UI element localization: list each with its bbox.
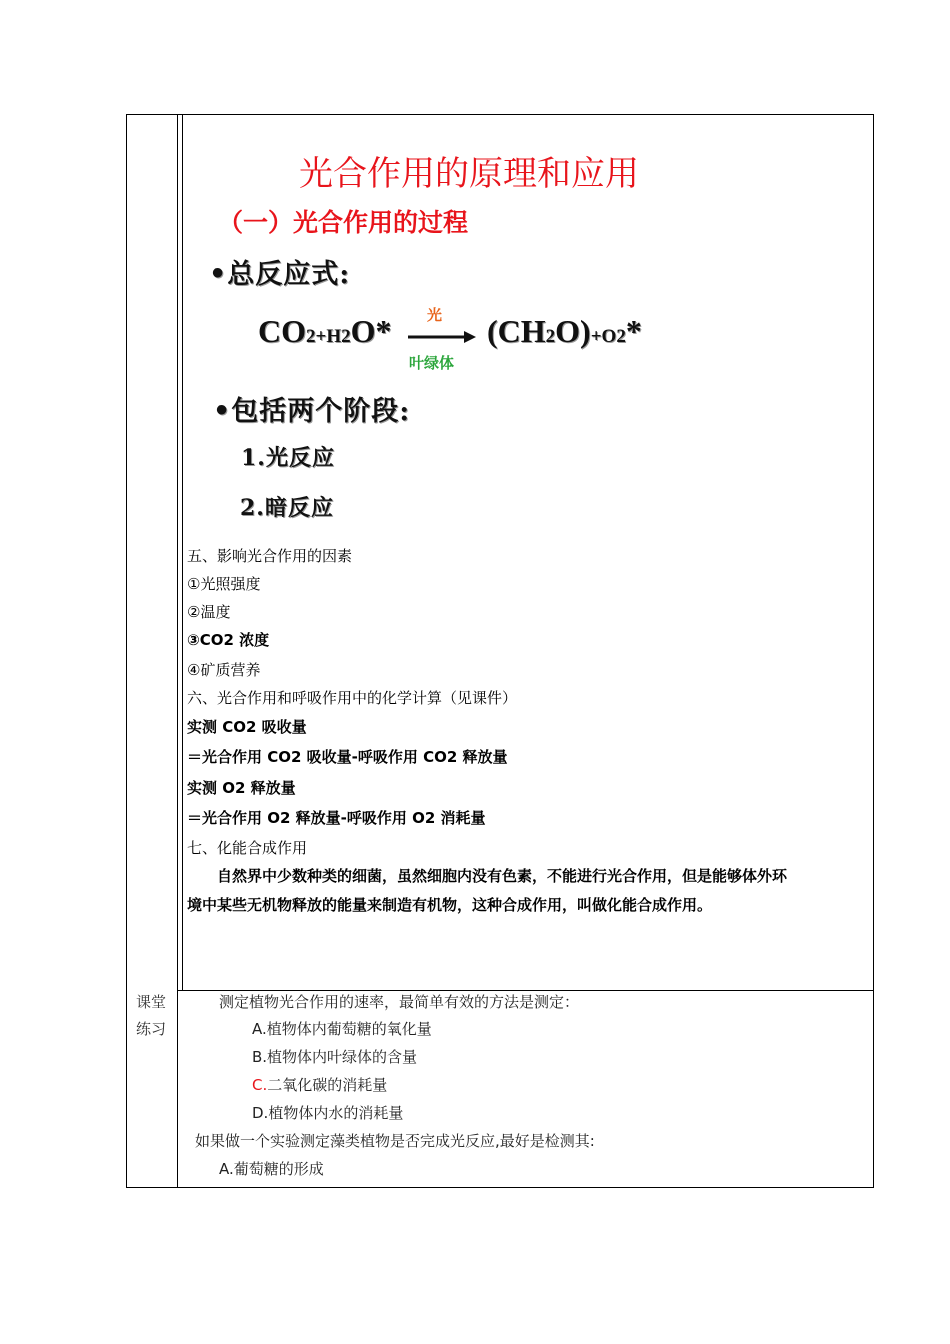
section7-paragraph-line2: 境中某些无机物释放的能量来制造有机物，这种合成作用，叫做化能合成作用。 <box>187 896 713 914</box>
question-2: 如果做一个实验测定藻类植物是否完成光反应,最好是检测其: <box>195 1132 595 1150</box>
column-divider <box>177 114 178 1188</box>
question-2-option: A.葡萄糖的形成 <box>219 1160 324 1178</box>
answer-letter: C. <box>252 1076 268 1094</box>
question-1-option: D.植物体内水的消耗量 <box>252 1104 404 1122</box>
calc-line: 实测 O2 释放量 <box>187 779 296 797</box>
equation-reactants: CO2+H2O* <box>258 313 392 349</box>
factor-item: ①光照强度 <box>187 575 261 593</box>
calc-line: ＝光合作用 O2 释放量-呼吸作用 O2 消耗量 <box>187 809 486 827</box>
section5-heading: 五、影响光合作用的因素 <box>187 547 353 565</box>
practice-label-line1: 课堂 <box>136 993 167 1011</box>
question-1: 测定植物光合作用的速率，最简单有效的方法是测定： <box>219 993 580 1011</box>
factor-item: ②温度 <box>187 603 231 621</box>
arrow-condition-light: 光 <box>427 306 443 324</box>
formula-label: •总反应式: <box>209 259 351 290</box>
reaction-arrow-icon <box>408 330 476 344</box>
factor-item: ③CO2 浓度 <box>187 631 270 649</box>
question-1-option-answer: C.二氧化碳的消耗量 <box>252 1076 388 1094</box>
equation-products: (CH2O)+O2* <box>487 313 642 349</box>
arrow-condition-chloroplast: 叶绿体 <box>409 354 455 372</box>
section6-heading: 六、光合作用和呼吸作用中的化学计算（见课件） <box>187 689 518 707</box>
inner-column-divider <box>182 114 183 990</box>
factor-item: ④矿质营养 <box>187 661 261 679</box>
calc-line: ＝光合作用 CO2 吸收量-呼吸作用 CO2 释放量 <box>187 748 508 766</box>
stage-dark-reaction: 2.暗反应 <box>240 495 334 521</box>
page-title: 光合作用的原理和应用 <box>299 154 639 194</box>
practice-label-line2: 练习 <box>136 1020 167 1038</box>
question-1-option: A.植物体内葡萄糖的氧化量 <box>252 1020 432 1038</box>
calc-line: 实测 CO2 吸收量 <box>187 718 307 736</box>
section7-paragraph-line1: 自然界中少数种类的细菌，虽然细胞内没有色素，不能进行光合作用，但是能够体外环 <box>217 867 788 885</box>
stage-light-reaction: 1.光反应 <box>241 445 335 471</box>
question-1-option: B.植物体内叶绿体的含量 <box>252 1048 418 1066</box>
section7-heading: 七、化能合成作用 <box>187 839 308 857</box>
section-subtitle: （一）光合作用的过程 <box>218 208 469 237</box>
stages-label: •包括两个阶段: <box>213 396 411 427</box>
